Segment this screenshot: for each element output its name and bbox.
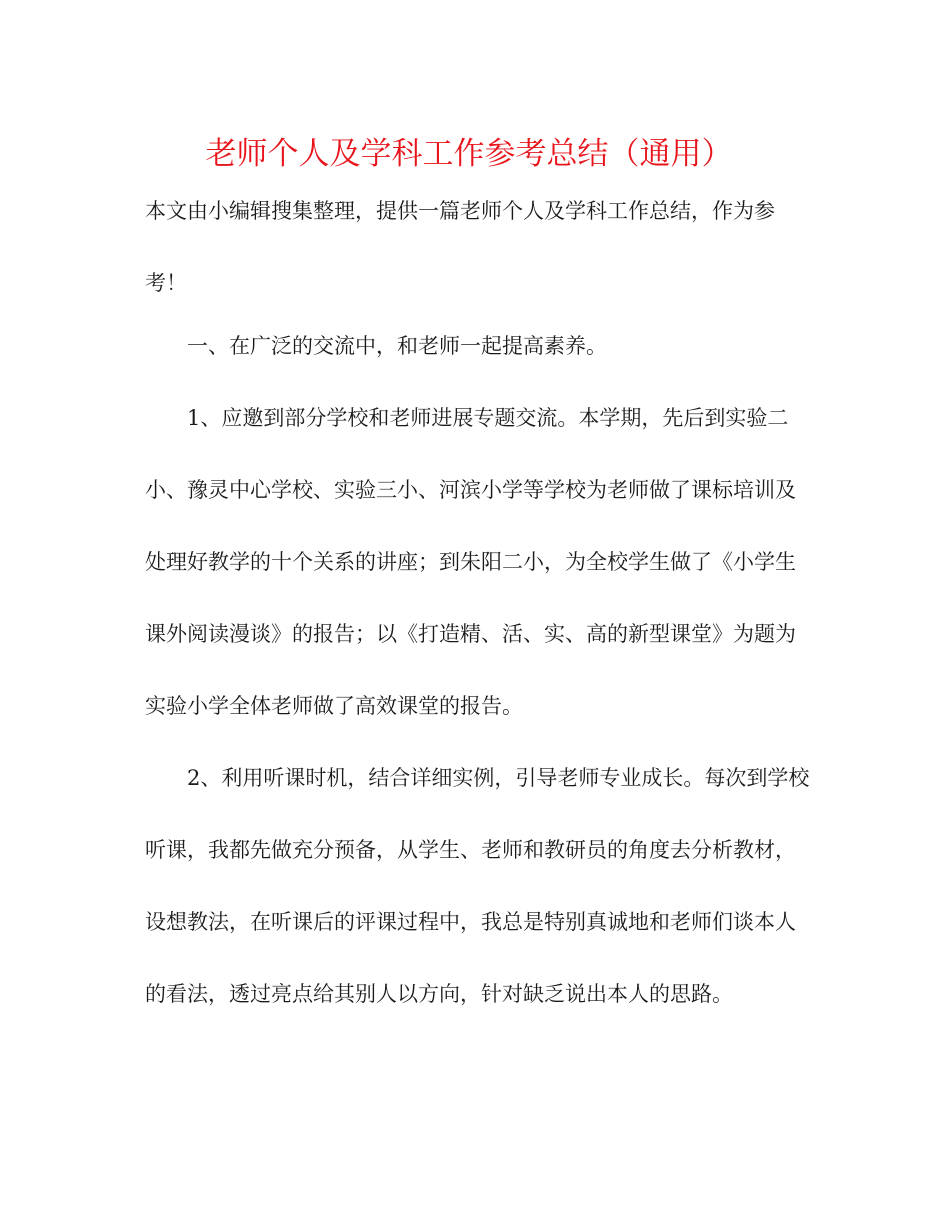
section-heading: 一、在广泛的交流中，和老师一起提高素养。: [187, 334, 607, 358]
list-item-2: 2、利用听课时机，结合详细实例，引导老师专业成长。每次到学校听课，我都先做充分预备，从学生、老师和教研员的角度去分析教材，设想教法，在听课后的评课过程中，我总是特别真诚地和老师们谈本人的看法，透过亮点给其别人以方向，针对缺乏说出本人的思路。: [145, 766, 810, 1006]
list-item-1: 1、应邀到部分学校和老师进展专题交流。本学期，先后到实验二小、豫灵中心学校、实验三小、河滨小学等学校为老师做了课标培训及处理好教学的十个关系的讲座；到朱阳二小，为全校学生做了《小学生课外阅读漫谈》的报告；以《打造精、活、实、高的新型课堂》为题为实验小学全体老师做了高效课堂的报告。: [145, 406, 796, 718]
document-title: 老师个人及学科工作参考总结（通用）: [205, 136, 733, 172]
intro-paragraph: 本文由小编辑搜集整理，提供一篇老师个人及学科工作总结，作为参考！: [145, 199, 775, 295]
